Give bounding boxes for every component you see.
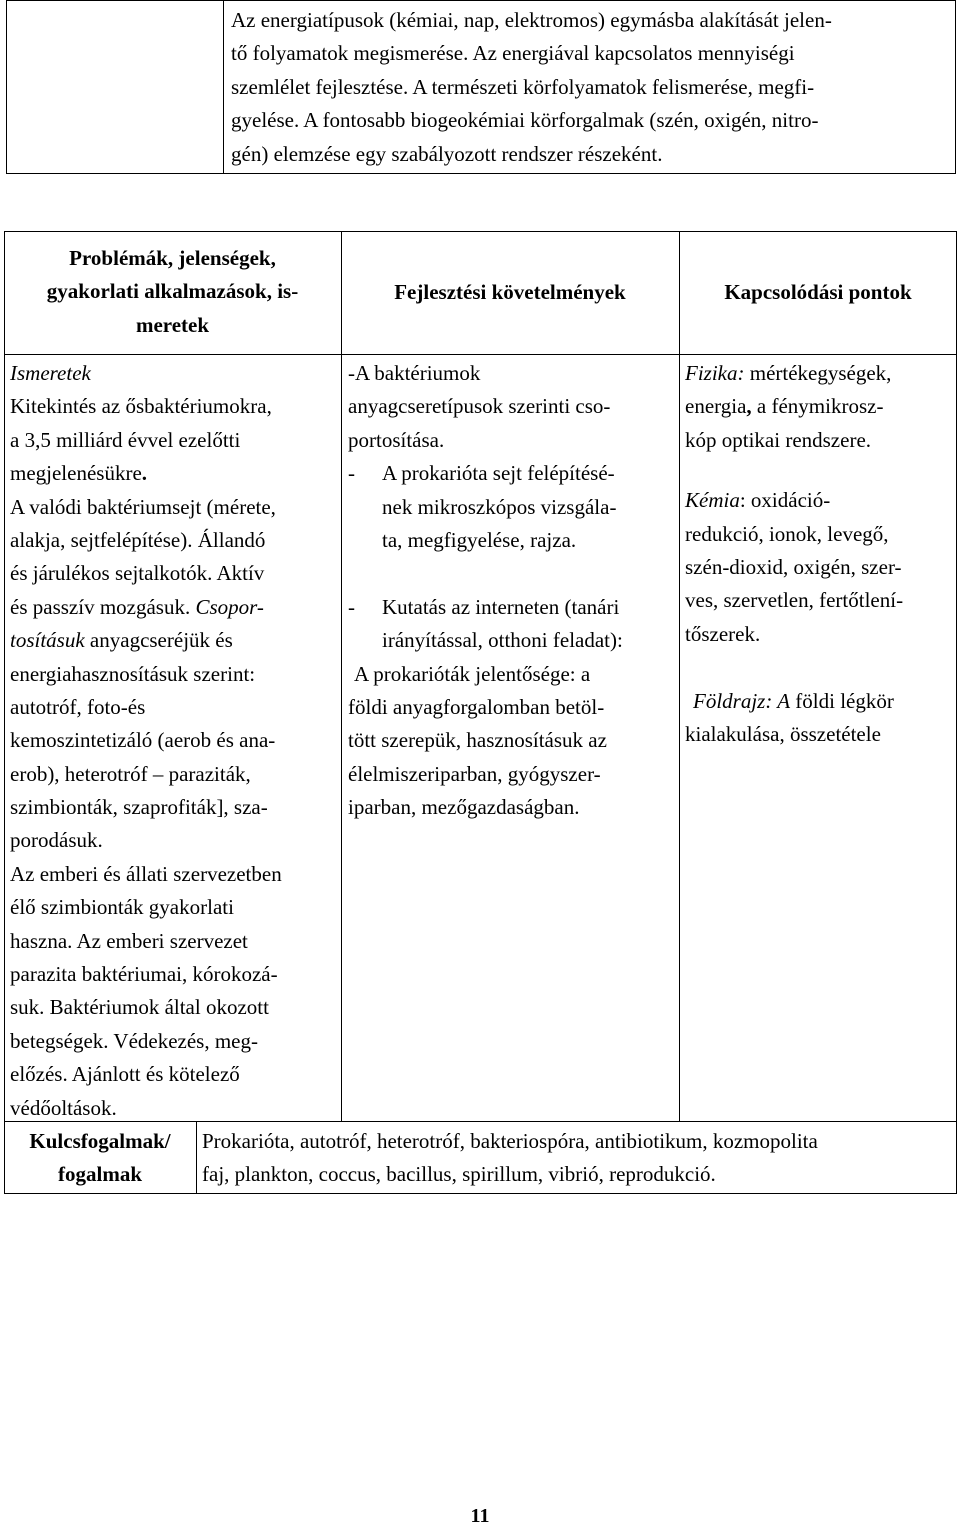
col1-text: Csopor-	[195, 594, 264, 619]
col1-line	[10, 624, 282, 657]
col-divider-2	[679, 231, 680, 1121]
col2-text: A prokarióta sejt felépítésé-	[382, 461, 615, 486]
col3-line	[685, 685, 903, 718]
col2-line: portosítása.	[348, 427, 445, 452]
col1-content	[10, 357, 282, 1125]
col1-line: alakja, sejtfelépítése). Állandó	[10, 527, 266, 552]
col1-line: autotróf, foto-és	[10, 694, 146, 719]
col2-line	[348, 457, 623, 490]
header-col1-line2: gyakorlati alkalmazások, is-	[46, 279, 299, 304]
col3-line: redukció, ionok, levegő,	[685, 521, 889, 546]
key-concepts-label-line2: fogalmak	[58, 1162, 142, 1187]
col3-line	[685, 357, 903, 390]
col1-line: betegségek. Védekezés, meg-	[10, 1028, 259, 1053]
col3-text: energia	[685, 394, 747, 419]
col2-blank	[348, 557, 623, 590]
header-col2	[343, 276, 677, 309]
col3-text: földi légkör	[790, 688, 894, 713]
col1-line: kemoszintetizáló (aerob és ana-	[10, 728, 276, 753]
key-concepts-line1: Prokarióta, autotróf, heterotróf, bakteriospóra, antibiotikum, kozmopolita	[202, 1129, 818, 1153]
col3-text: ,	[746, 394, 752, 419]
col2-line: A prokarióták jelentősége: a	[354, 661, 591, 686]
col1-line: haszna. Az emberi szervezet	[10, 928, 248, 953]
col1-line: a 3,5 milliárd évvel ezelőtti	[10, 427, 241, 452]
header-col2-label: Fejlesztési követelmények	[394, 280, 626, 304]
col1-line: Kitekintés az ősbaktériumokra,	[10, 394, 272, 419]
col3-line: kóp optikai rendszere.	[685, 427, 872, 452]
col2-line: irányítással, otthoni feladat):	[382, 628, 623, 653]
col3-text: a fénymikrosz-	[751, 394, 884, 419]
key-concepts-label-line1: Kulcsfogalmak/	[29, 1129, 171, 1153]
col1-text: .	[141, 461, 148, 486]
foldrajz-label: Földrajz: A	[693, 688, 791, 713]
col1-line: és járulékos sejtalkotók. Aktív	[10, 561, 265, 586]
col1-line: energiahasznosításuk szerint:	[10, 661, 256, 686]
col3-line: ves, szervetlen, fertőtlení-	[685, 588, 904, 613]
col1-text: anyagcseréjük és	[84, 628, 233, 653]
col1-text: és passzív mozgásuk.	[10, 594, 196, 619]
col3-line	[685, 390, 903, 423]
col3-blank	[685, 651, 903, 684]
col3-line: szén-dioxid, oxigén, szer-	[685, 554, 902, 579]
col1-line: előzés. Ajánlott és kötelező	[10, 1062, 240, 1087]
col1-text: tosításuk	[10, 628, 85, 653]
col2-dash: -	[348, 594, 355, 619]
col1-line: parazita baktériumai, kórokozá-	[10, 962, 278, 987]
col1-line: védőoltások.	[10, 1095, 117, 1120]
header-col1	[6, 242, 339, 342]
col1-line: erob), heterotróf – paraziták,	[10, 761, 251, 786]
col3-line: kialakulása, összetétele	[685, 721, 881, 746]
col3-blank	[685, 457, 903, 484]
col1-line: suk. Baktériumok által okozott	[10, 995, 269, 1020]
col2-line: földi anyagforgalomban betöl-	[348, 694, 605, 719]
kemia-label: Kémia	[685, 488, 740, 513]
col2-line: -A baktériumok	[348, 361, 481, 385]
top-box-text	[231, 4, 832, 171]
fizika-label: Fizika:	[685, 361, 745, 385]
col1-line: Az emberi és állati szervezetben	[10, 861, 282, 886]
top-box-divider	[223, 0, 224, 174]
col2-line: iparban, mezőgazdaságban.	[348, 795, 580, 820]
page-number: 11	[470, 1505, 490, 1527]
col3-text: mértékegységek,	[744, 361, 892, 385]
col3-line: tőszerek.	[685, 621, 761, 646]
col1-line: A valódi baktériumsejt (mérete,	[10, 494, 276, 519]
key-concepts-text	[202, 1125, 818, 1192]
top-line-2: tő folyamatok megismerése. Az energiával kapcsolatos mennyiségi	[231, 41, 795, 66]
top-line-4: gyelése. A fontosabb biogeokémiai körforgalmak (szén, oxigén, nitro-	[231, 108, 819, 133]
top-line-5: gén) elemzése egy szabályozott rendszer részeként.	[231, 141, 663, 166]
col2-content	[348, 357, 623, 824]
col3-text: : oxidáció-	[739, 488, 831, 513]
header-col1-line1: Problémák, jelenségek,	[69, 246, 276, 270]
header-col3	[681, 276, 955, 309]
col2-line: ta, megfigyelése, rajza.	[382, 527, 577, 552]
col2-line: anyagcseretípusok szerinti cso-	[348, 394, 611, 419]
col2-dash: -	[348, 461, 355, 486]
header-col3-label: Kapcsolódási pontok	[724, 280, 912, 304]
header-divider	[4, 354, 957, 355]
col1-line: porodásuk.	[10, 828, 103, 853]
col2-line: tött szerepük, hasznosításuk az	[348, 728, 607, 753]
col1-line: szimbionták, szaprofiták], sza-	[10, 795, 268, 820]
key-concepts-label	[6, 1125, 194, 1192]
col2-line: nek mikroszkópos vizsgála-	[382, 494, 617, 519]
header-col1-line3: meretek	[135, 312, 210, 337]
col1-line	[10, 457, 282, 490]
col2-line	[348, 591, 623, 624]
col2-line: élelmiszeriparban, gyógyszer-	[348, 761, 601, 786]
top-line-3: szemlélet fejlesztése. A természeti körfolyamatok felismerése, megfi-	[231, 74, 815, 99]
col1-text: megjelenésükre	[10, 461, 142, 486]
col2-text: Kutatás az interneten (tanári	[382, 594, 620, 619]
bottom-row-col-divider	[196, 1121, 197, 1194]
top-line-1: Az energiatípusok (kémiai, nap, elektromos) egymásba alakítását jelen-	[231, 8, 832, 32]
col3-line	[685, 484, 903, 517]
col1-line: élő szimbionták gyakorlati	[10, 895, 234, 920]
col-divider-1	[341, 231, 342, 1121]
col3-content	[685, 357, 903, 751]
col1-line	[10, 591, 282, 624]
ismeretek-label: Ismeretek	[10, 361, 91, 385]
key-concepts-line2: faj, plankton, coccus, bacillus, spirillum, vibrió, reprodukció.	[202, 1162, 716, 1187]
